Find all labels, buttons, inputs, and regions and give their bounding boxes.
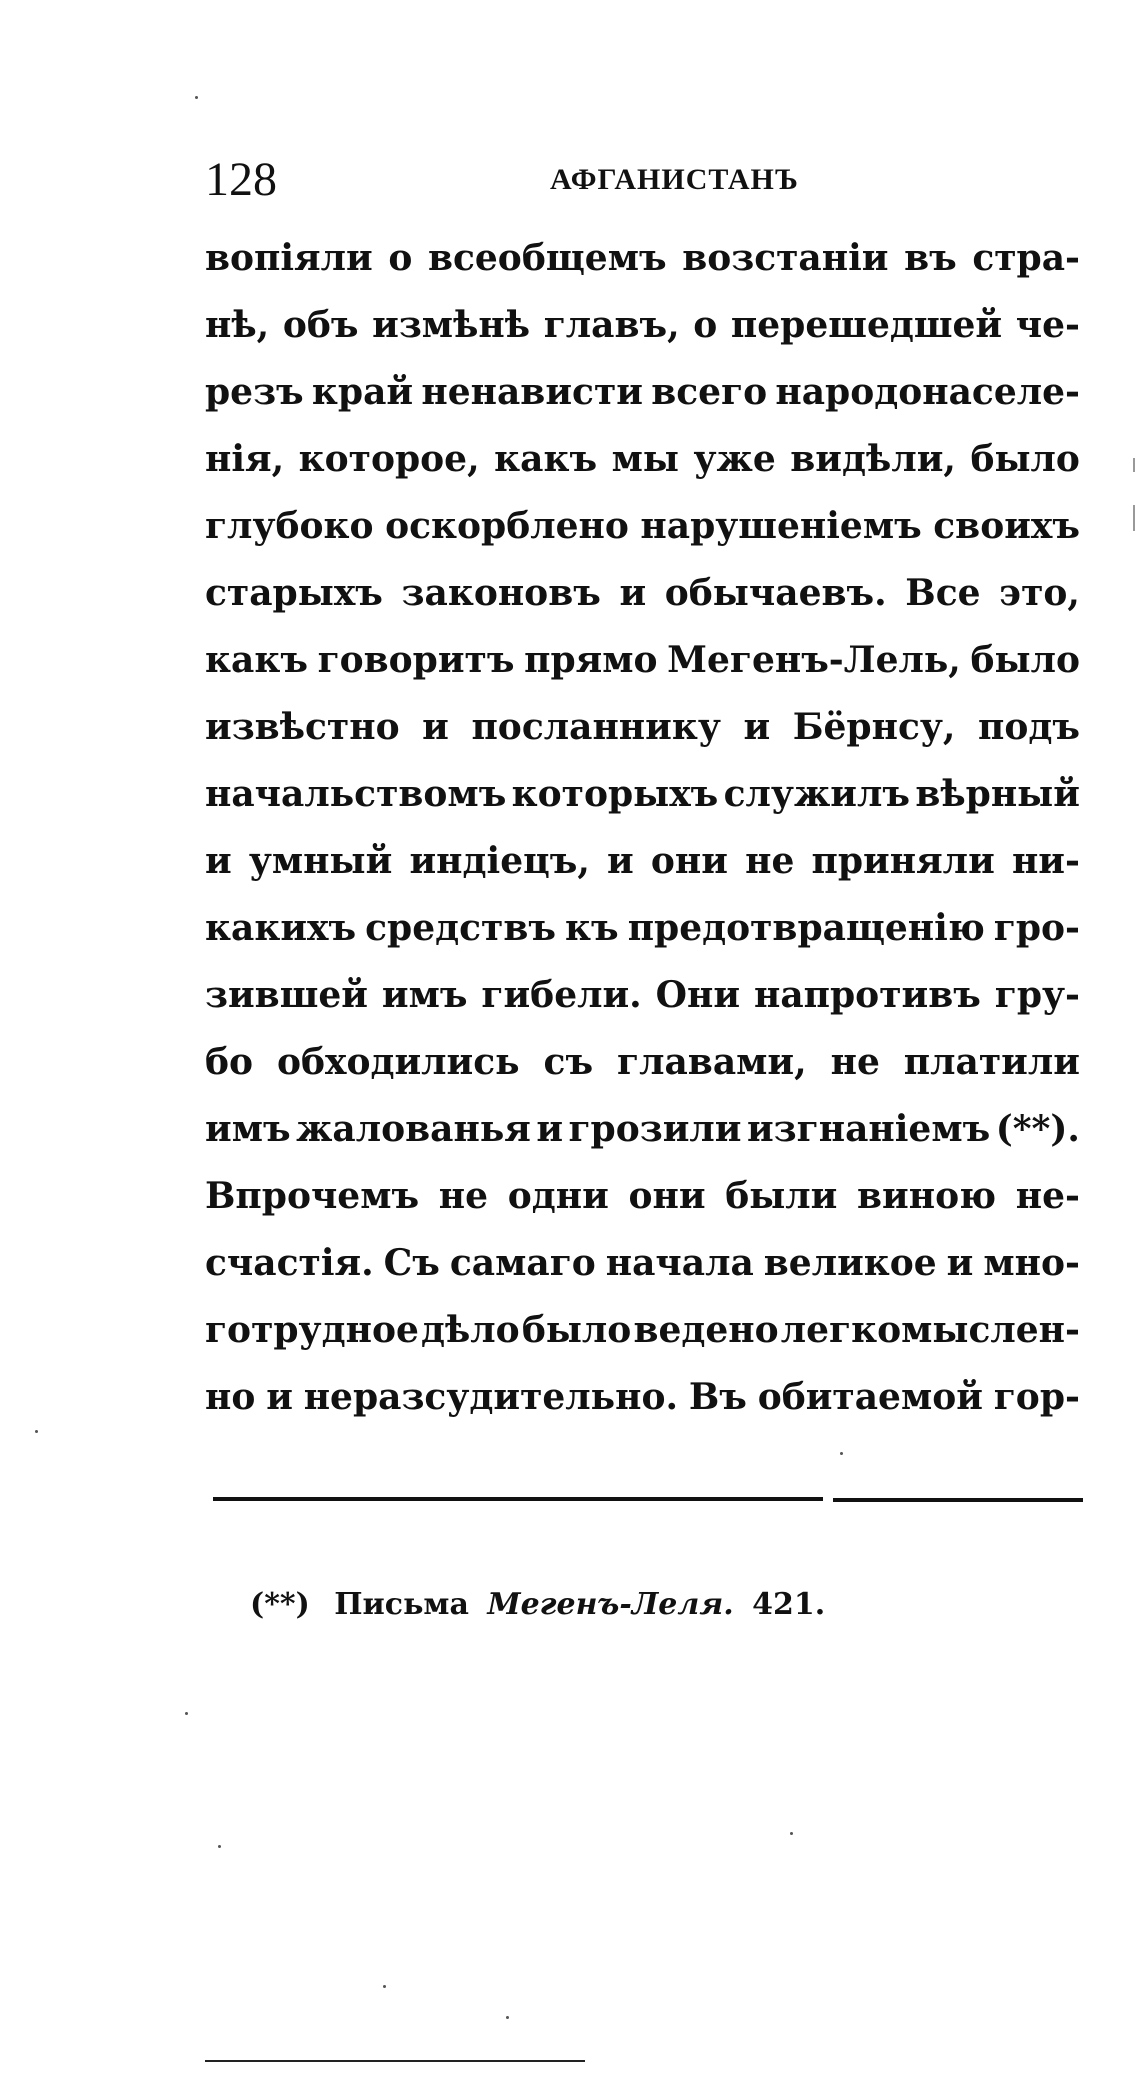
text-word: готрудное — [205, 1309, 419, 1351]
text-word: виною — [857, 1175, 997, 1217]
paper-speck — [506, 2016, 509, 2019]
paper-speck — [195, 96, 198, 99]
text-word: какихъ — [205, 907, 357, 949]
text-word: че- — [1015, 304, 1080, 346]
text-word: о — [693, 304, 718, 346]
bottom-edge-rule — [205, 2060, 585, 2062]
text-word: и — [607, 840, 634, 882]
text-line — [205, 627, 1080, 694]
text-word: главами, — [617, 1041, 807, 1083]
text-word: гибели. — [481, 974, 642, 1016]
footnote-text: Письма — [334, 1587, 469, 1622]
text-word: и — [205, 840, 232, 882]
running-title: АФГАНИСТАНЪ — [550, 163, 799, 196]
text-word: это, — [999, 572, 1080, 614]
margin-mark — [1133, 505, 1135, 531]
text-word: нѣ, — [205, 304, 270, 346]
text-line — [205, 426, 1080, 493]
text-word: бо — [205, 1041, 254, 1083]
text-word: умный — [248, 840, 393, 882]
text-word: Въ — [688, 1376, 747, 1418]
text-word: зившей — [205, 974, 368, 1016]
text-word: гру- — [994, 974, 1080, 1016]
text-line — [205, 1230, 1080, 1297]
text-word: не — [438, 1175, 489, 1217]
text-line — [205, 895, 1080, 962]
text-line — [205, 761, 1080, 828]
text-word: имъ — [381, 974, 468, 1016]
text-word: было — [970, 438, 1080, 480]
text-word: вѣрный — [915, 773, 1080, 815]
text-word: объ — [282, 304, 359, 346]
text-word: законовъ — [401, 572, 601, 614]
text-line — [205, 1163, 1080, 1230]
text-word: какъ — [205, 639, 308, 681]
text-word: жалованья — [296, 1108, 531, 1150]
text-word: старыхъ — [205, 572, 383, 614]
text-word: подъ — [978, 706, 1080, 748]
paper-speck — [218, 1845, 221, 1848]
footnote-separator — [213, 1495, 1083, 1505]
text-word: уже — [693, 438, 776, 480]
separator-rule-right — [833, 1498, 1083, 1502]
text-word: изгнаніемъ — [746, 1108, 991, 1150]
text-word: въ — [904, 237, 957, 279]
text-word: и — [266, 1376, 293, 1418]
text-word: своихъ — [933, 505, 1080, 547]
text-word: напротивъ — [753, 974, 981, 1016]
text-word: народонаселе- — [775, 371, 1080, 413]
text-word: мы — [611, 438, 679, 480]
footnote-marker: (**) — [250, 1587, 310, 1622]
text-word: они — [650, 840, 728, 882]
body-text — [205, 225, 1080, 1431]
text-word: индіецъ, — [409, 840, 590, 882]
text-line — [205, 962, 1080, 1029]
text-word: какъ — [494, 438, 598, 480]
text-word: всего — [651, 371, 768, 413]
text-word: не- — [1015, 1175, 1080, 1217]
text-line — [205, 1029, 1080, 1096]
text-word: и — [536, 1108, 564, 1150]
text-line — [205, 359, 1080, 426]
text-word: Бёрнсу, — [792, 706, 956, 748]
page-header — [205, 150, 1085, 210]
paper-speck — [383, 1985, 386, 1988]
text-word: главъ, — [543, 304, 680, 346]
page-number: 128 — [205, 153, 277, 206]
text-line — [205, 694, 1080, 761]
paper-speck — [840, 1452, 843, 1455]
text-word: Впрочемъ — [205, 1175, 420, 1217]
text-word: прямо — [524, 639, 658, 681]
text-word: Мегенъ-Лель, — [667, 639, 961, 681]
text-word: не — [745, 840, 795, 882]
text-line — [205, 493, 1080, 560]
text-word: и — [422, 706, 449, 748]
text-word: начальствомъ — [205, 773, 507, 815]
text-word: были — [725, 1175, 838, 1217]
text-word: платили — [903, 1041, 1080, 1083]
text-word: перешедшей — [730, 304, 1003, 346]
text-word: извѣстно — [205, 706, 400, 748]
text-word: неразсудительно. — [303, 1376, 679, 1418]
text-word: всеобщемъ — [427, 237, 667, 279]
text-word: мно- — [983, 1242, 1080, 1284]
text-word: гро- — [993, 907, 1080, 949]
text-word: приняли — [811, 840, 995, 882]
text-word: Съ — [383, 1242, 440, 1284]
text-word: видѣли, — [790, 438, 956, 480]
text-word: ненависти — [421, 371, 643, 413]
text-word: дѣло — [420, 1309, 520, 1351]
text-word: обходились — [276, 1041, 520, 1083]
text-word: край — [311, 371, 414, 413]
paper-speck — [35, 1430, 38, 1433]
text-word: счастія. — [205, 1242, 374, 1284]
text-word: средствъ — [365, 907, 556, 949]
paper-speck — [790, 1832, 793, 1835]
text-word: измѣнѣ — [372, 304, 531, 346]
text-word: самаго — [449, 1242, 596, 1284]
text-line — [205, 828, 1080, 895]
text-word: обычаевъ. — [664, 572, 887, 614]
text-line — [205, 560, 1080, 627]
text-word: къ — [565, 907, 619, 949]
text-word: гор- — [993, 1376, 1080, 1418]
text-word: говоритъ — [317, 639, 515, 681]
text-word: но — [205, 1376, 256, 1418]
text-word: которыхъ — [511, 773, 719, 815]
margin-mark — [1133, 458, 1135, 472]
text-word: одни — [507, 1175, 609, 1217]
text-line — [205, 1297, 1080, 1364]
text-word: посланнику — [471, 706, 721, 748]
footnote-page-ref: 421. — [752, 1587, 826, 1622]
text-word: съ — [543, 1041, 594, 1083]
text-word: грозили — [568, 1108, 742, 1150]
text-word: и — [743, 706, 771, 748]
text-word: оскорблено — [385, 505, 629, 547]
text-word: имъ — [205, 1108, 291, 1150]
text-line — [205, 1364, 1080, 1431]
text-word: было — [970, 639, 1080, 681]
text-word: начала — [605, 1242, 754, 1284]
text-word: обитаемой — [757, 1376, 983, 1418]
text-word: не — [830, 1041, 880, 1083]
text-word: вопіяли — [205, 237, 373, 279]
text-word: великое — [763, 1242, 937, 1284]
text-word: легкомыслен- — [780, 1309, 1080, 1351]
text-word: нарушеніемъ — [640, 505, 922, 547]
text-word: предотвращенію — [627, 907, 985, 949]
text-word: служилъ — [723, 773, 911, 815]
text-line — [205, 292, 1080, 359]
text-line — [205, 225, 1080, 292]
text-word: ни- — [1011, 840, 1080, 882]
text-word: резъ — [205, 371, 304, 413]
text-word: (**). — [995, 1108, 1080, 1150]
text-word: возстаніи — [682, 237, 889, 279]
separator-rule-left — [213, 1497, 823, 1501]
text-word: они — [628, 1175, 706, 1217]
footnote-source: Мегенъ-Леля. — [487, 1587, 734, 1622]
text-word: которое, — [298, 438, 480, 480]
text-word: ведено — [633, 1309, 779, 1351]
text-word: стра- — [972, 237, 1080, 279]
paper-speck — [185, 1712, 188, 1715]
text-word: о — [388, 237, 413, 279]
text-word: нія, — [205, 438, 285, 480]
text-word: было — [521, 1309, 632, 1351]
text-word: Они — [655, 974, 741, 1016]
text-line — [205, 1096, 1080, 1163]
text-word: и — [946, 1242, 974, 1284]
text-word: Все — [905, 572, 981, 614]
footnote — [250, 1585, 825, 1625]
text-word: глубоко — [205, 505, 374, 547]
text-word: и — [619, 572, 647, 614]
